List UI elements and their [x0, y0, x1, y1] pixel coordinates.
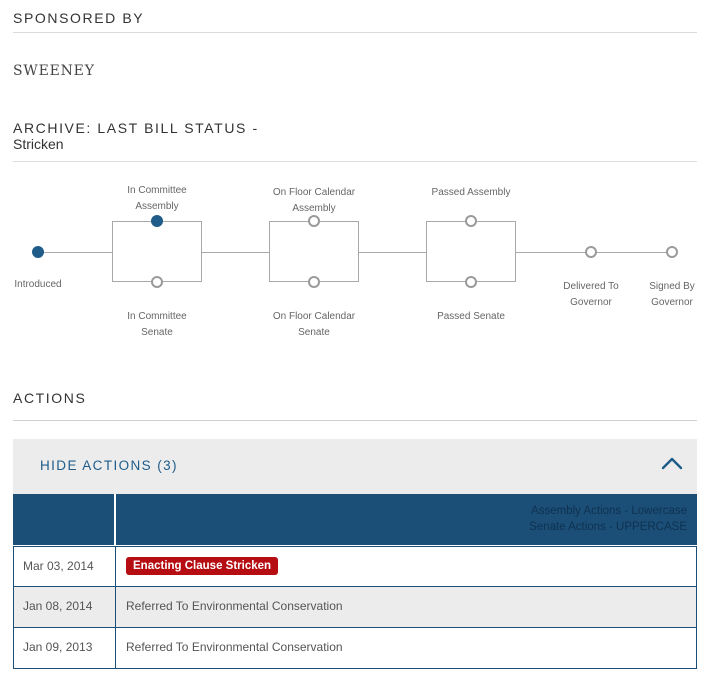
passed-assembly-label: Passed Assembly [431, 187, 511, 198]
sponsor-name[interactable]: SWEENEY [13, 63, 95, 79]
floor-calendar-assembly-label: On Floor Calendar Assembly [272, 187, 356, 214]
divider [13, 420, 697, 421]
floor-calendar-senate-label: On Floor Calendar Senate [272, 311, 356, 338]
timeline-connector [38, 252, 113, 253]
in-committee-senate-dot [151, 276, 163, 288]
committee-stage-box [112, 221, 202, 282]
divider [13, 161, 697, 162]
column-divider [115, 547, 116, 586]
signed-by-governor-label: Signed By Governor [649, 281, 695, 308]
passed-assembly-dot [465, 215, 477, 227]
delivered-to-governor-label: Delivered To Governor [563, 281, 619, 308]
floor-calendar-senate-dot [308, 276, 320, 288]
actions-heading: ACTIONS [13, 390, 87, 406]
sponsored-by-heading: SPONSORED BY [13, 10, 145, 26]
actions-legend [529, 503, 687, 535]
legend-assembly: Assembly Actions - Lowercase [531, 505, 687, 517]
action-date: Jan 08, 2014 [23, 599, 93, 613]
table-row [13, 546, 697, 587]
legend-senate: Senate Actions - UPPERCASE [529, 521, 687, 533]
in-committee-senate-label: In Committee Senate [127, 311, 187, 338]
passed-senate-label: Passed Senate [437, 311, 505, 322]
timeline-connector [359, 252, 427, 253]
hide-actions-button[interactable]: HIDE ACTIONS (3) [40, 458, 178, 473]
passed-senate-dot [465, 276, 477, 288]
actions-toggle-bar[interactable] [13, 439, 697, 494]
table-row [13, 587, 697, 628]
archive-status-value: Stricken [13, 136, 64, 152]
signed-by-governor-dot [666, 246, 678, 258]
action-date: Mar 03, 2014 [23, 559, 94, 573]
column-divider [114, 494, 116, 545]
column-divider [115, 587, 116, 627]
introduced-label: Introduced [14, 279, 62, 290]
actions-table-header [13, 494, 697, 545]
action-badge: Enacting Clause Stricken [126, 557, 278, 575]
archive-status-heading: ARCHIVE: LAST BILL STATUS - [13, 120, 259, 136]
action-date: Jan 09, 2013 [23, 640, 93, 654]
introduced-dot [32, 246, 44, 258]
chevron-up-icon[interactable] [661, 456, 683, 470]
in-committee-assembly-dot [151, 215, 163, 227]
delivered-to-governor-dot [585, 246, 597, 258]
action-text: Referred To Environmental Conservation [126, 599, 343, 613]
table-row [13, 628, 697, 669]
action-text: Referred To Environmental Conservation [126, 640, 343, 654]
column-divider [115, 628, 116, 668]
passed-stage-box [426, 221, 516, 282]
divider [13, 32, 697, 33]
in-committee-assembly-label: In Committee Assembly [127, 185, 187, 212]
timeline-connector [202, 252, 270, 253]
floor-calendar-stage-box [269, 221, 359, 282]
